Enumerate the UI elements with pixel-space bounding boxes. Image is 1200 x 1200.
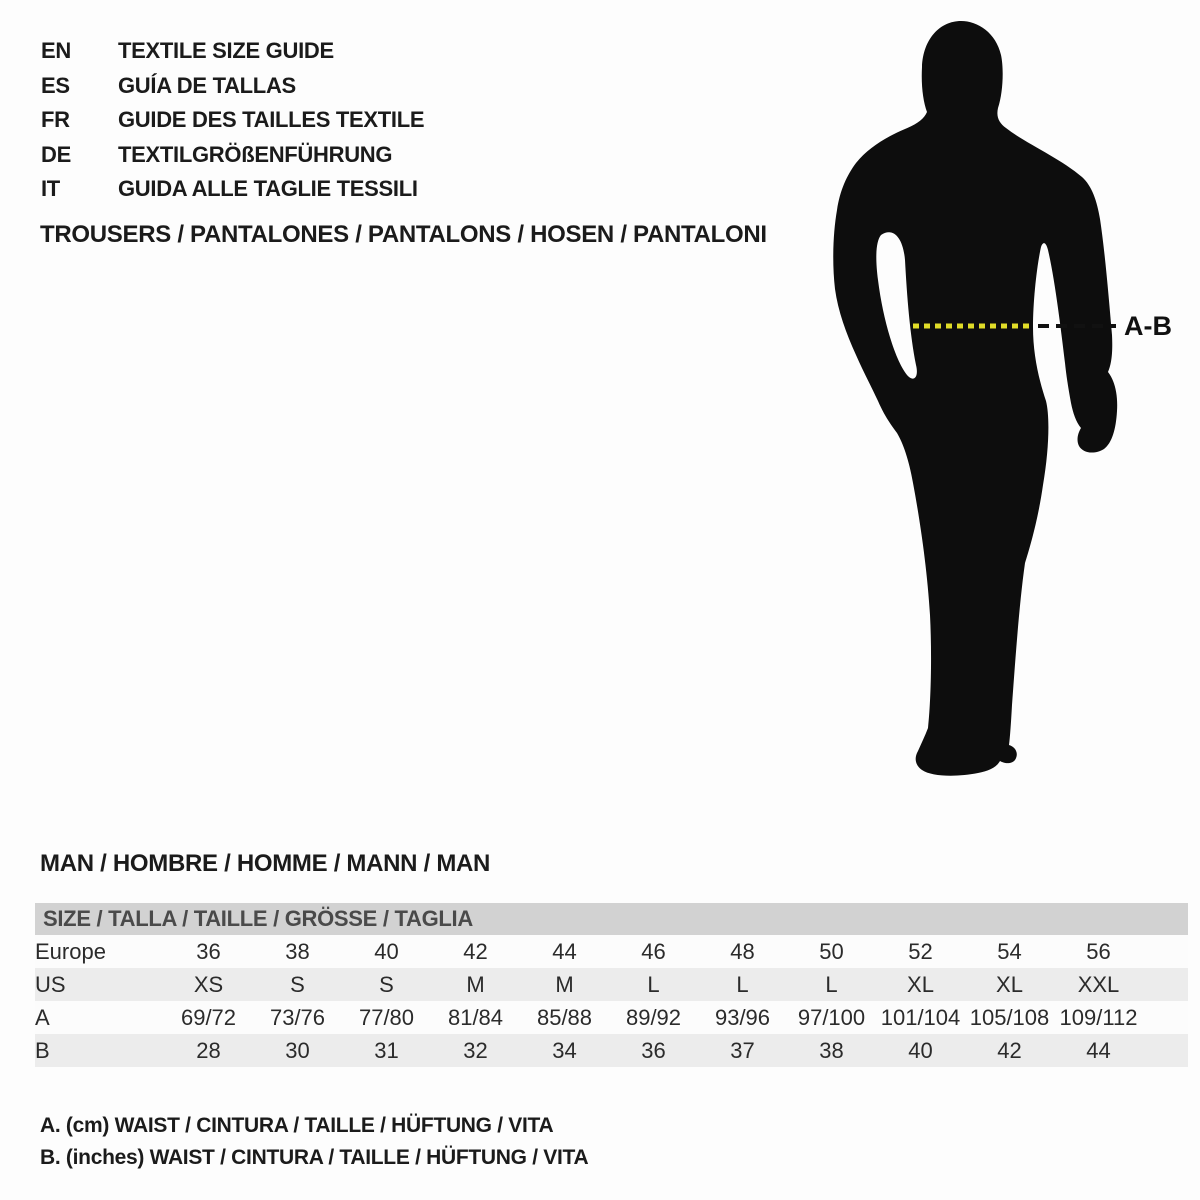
language-title: GUIDA ALLE TAGLIE TESSILI: [118, 176, 418, 202]
size-cell: L: [736, 971, 749, 997]
size-cell: 52: [908, 938, 933, 964]
size-cell: 69/72: [180, 1004, 237, 1030]
size-cell: 54: [997, 938, 1022, 964]
size-cell: 46: [641, 938, 666, 964]
size-table-header: SIZE / TALLA / TAILLE / GRÖSSE / TAGLIA: [35, 903, 1188, 935]
size-cell: 44: [1086, 1037, 1111, 1063]
language-row: [41, 69, 424, 104]
size-cell: 40: [908, 1037, 933, 1063]
table-row: [35, 1034, 1188, 1067]
size-cell: 38: [285, 938, 310, 964]
language-code: EN: [41, 38, 71, 64]
man-silhouette: [833, 21, 1117, 776]
language-title-list: [41, 34, 424, 207]
size-cell: 36: [641, 1037, 666, 1063]
size-cell: 42: [463, 938, 488, 964]
size-cell: 77/80: [358, 1004, 415, 1030]
man-silhouette-figure: [820, 5, 1190, 795]
size-cell: 38: [819, 1037, 844, 1063]
size-row-label: Europe: [35, 938, 106, 964]
size-cell: XXL: [1077, 971, 1120, 997]
language-code: ES: [41, 72, 70, 98]
size-table: [35, 935, 1188, 1067]
size-cell: 44: [552, 938, 577, 964]
size-cell: 42: [997, 1037, 1022, 1063]
language-row: [41, 34, 424, 69]
product-heading: TROUSERS / PANTALONES / PANTALONS / HOSEN / PANTALONI: [40, 221, 767, 248]
size-cell: M: [466, 971, 485, 997]
silhouette-svg: [820, 5, 1190, 795]
language-code: IT: [41, 176, 60, 202]
size-cell: 85/88: [536, 1004, 593, 1030]
size-cell: 81/84: [447, 1004, 504, 1030]
size-cell: 93/96: [714, 1004, 771, 1030]
size-cell: XL: [996, 971, 1023, 997]
size-cell: S: [290, 971, 305, 997]
language-row: [41, 103, 424, 138]
size-cell: 40: [374, 938, 399, 964]
table-spacer-cell: [1143, 1034, 1188, 1067]
size-cell: XL: [907, 971, 934, 997]
size-table-section: [35, 903, 1188, 1067]
size-cell: 105/108: [969, 1004, 1050, 1030]
size-cell: 73/76: [269, 1004, 326, 1030]
size-cell: 30: [285, 1037, 310, 1063]
footnote-waist-cm: A. (cm) WAIST / CINTURA / TAILLE / HÜFTUNG / VITA: [40, 1114, 554, 1137]
size-row-label: B: [35, 1037, 50, 1063]
table-row: [35, 1001, 1188, 1034]
language-code: DE: [41, 141, 71, 167]
table-spacer-cell: [1143, 968, 1188, 1001]
language-row: [41, 172, 424, 207]
size-cell: 48: [730, 938, 755, 964]
size-cell: 37: [730, 1037, 755, 1063]
table-spacer-cell: [1143, 1001, 1188, 1034]
language-row: [41, 138, 424, 173]
size-cell: 89/92: [625, 1004, 682, 1030]
size-cell: XS: [193, 971, 224, 997]
measure-label: A-B: [1124, 311, 1172, 341]
section-heading: MAN / HOMBRE / HOMME / MANN / MAN: [40, 850, 491, 877]
language-title: GUIDE DES TAILLES TEXTILE: [118, 107, 425, 133]
table-spacer-cell: [1143, 935, 1188, 968]
size-table-body: [35, 935, 1188, 1067]
size-cell: 28: [196, 1037, 221, 1063]
language-code: FR: [41, 107, 70, 133]
size-cell: 34: [552, 1037, 577, 1063]
size-row-label: US: [35, 971, 66, 997]
language-title: TEXTILGRÖßENFÜHRUNG: [118, 141, 393, 167]
table-row: [35, 968, 1188, 1001]
size-cell: 101/104: [880, 1004, 961, 1030]
size-cell: 56: [1086, 938, 1111, 964]
size-cell: 109/112: [1059, 1004, 1138, 1030]
size-cell: L: [647, 971, 660, 997]
size-cell: M: [555, 971, 574, 997]
language-title: TEXTILE SIZE GUIDE: [118, 38, 334, 64]
table-row: [35, 935, 1188, 968]
language-title: GUÍA DE TALLAS: [118, 72, 296, 98]
size-cell: 32: [463, 1037, 488, 1063]
size-cell: 50: [819, 938, 844, 964]
size-cell: S: [379, 971, 394, 997]
size-cell: 97/100: [797, 1004, 866, 1030]
footnote-waist-inches: B. (inches) WAIST / CINTURA / TAILLE / HÜFTUNG / VITA: [40, 1146, 589, 1169]
size-cell: 36: [196, 938, 221, 964]
size-cell: 31: [374, 1037, 399, 1063]
size-row-label: A: [35, 1004, 50, 1030]
size-cell: L: [825, 971, 838, 997]
